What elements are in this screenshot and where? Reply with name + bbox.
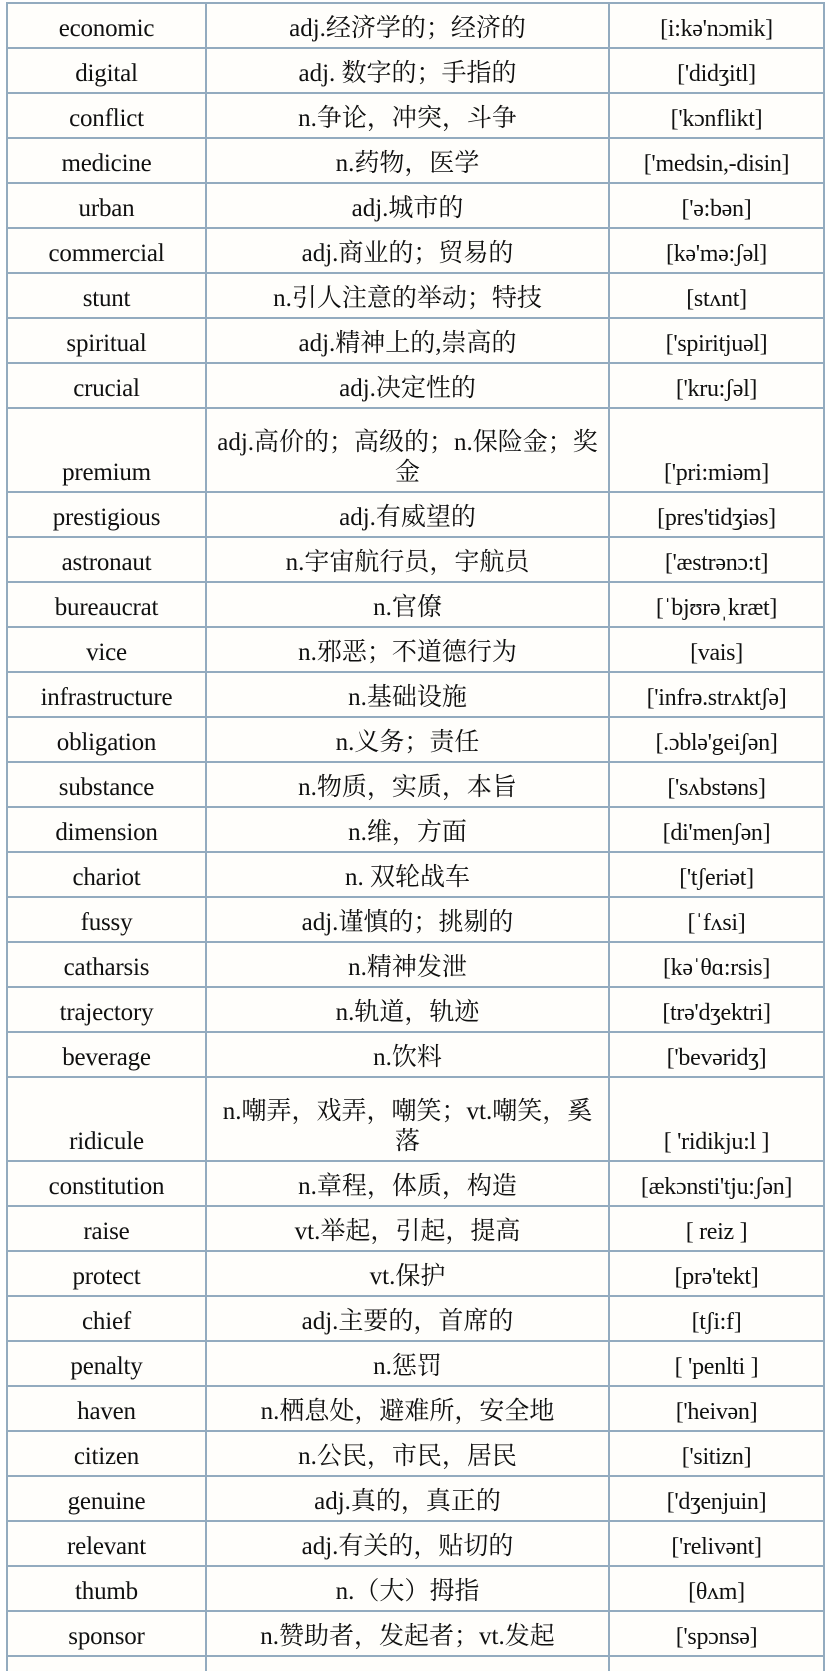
phonetic-cell: [vais] <box>609 627 824 672</box>
word-cell: substance <box>7 762 206 807</box>
word-cell: economic <box>7 3 206 48</box>
table-row <box>7 1611 824 1656</box>
word-cell: prestigious <box>7 492 206 537</box>
phonetic-cell: ['kru:ʃəl] <box>609 363 824 408</box>
meaning-cell: n.引人注意的举动；特技 <box>206 273 609 318</box>
word-cell: chief <box>7 1296 206 1341</box>
meaning-cell: n.惩罚 <box>206 1341 609 1386</box>
word-cell: thumb <box>7 1566 206 1611</box>
word-cell: ridicule <box>7 1077 206 1161</box>
phonetic-cell: ['kɔnflikt] <box>609 93 824 138</box>
word-cell: genuine <box>7 1476 206 1521</box>
meaning-cell: n.物质，实质，本旨 <box>206 762 609 807</box>
clipped-cell <box>206 1656 609 1671</box>
phonetic-cell: [prə'tekt] <box>609 1251 824 1296</box>
word-cell: bureaucrat <box>7 582 206 627</box>
meaning-cell: adj.有关的，贴切的 <box>206 1521 609 1566</box>
phonetic-cell: ['bevəridʒ] <box>609 1032 824 1077</box>
meaning-cell: adj.真的，真正的 <box>206 1476 609 1521</box>
vocabulary-table-body <box>7 3 824 1671</box>
table-row <box>7 627 824 672</box>
word-cell: digital <box>7 48 206 93</box>
table-row <box>7 48 824 93</box>
phonetic-cell: ['relivənt] <box>609 1521 824 1566</box>
phonetic-cell: [di'menʃən] <box>609 807 824 852</box>
meaning-cell: adj.经济学的；经济的 <box>206 3 609 48</box>
table-row <box>7 897 824 942</box>
phonetic-cell: [stʌnt] <box>609 273 824 318</box>
table-row <box>7 1251 824 1296</box>
table-row <box>7 273 824 318</box>
word-cell: protect <box>7 1251 206 1296</box>
meaning-cell: n.（大）拇指 <box>206 1566 609 1611</box>
meaning-cell: n. 双轮战车 <box>206 852 609 897</box>
phonetic-cell: ['dʒenjuin] <box>609 1476 824 1521</box>
phonetic-cell: [θʌm] <box>609 1566 824 1611</box>
phonetic-cell: [ 'ridikju:l ] <box>609 1077 824 1161</box>
phonetic-cell: [ˈfʌsi] <box>609 897 824 942</box>
meaning-cell: n.嘲弄，戏弄，嘲笑；vt.嘲笑，奚落 <box>206 1077 609 1161</box>
meaning-cell: n.宇宙航行员，宇航员 <box>206 537 609 582</box>
meaning-cell: n.饮料 <box>206 1032 609 1077</box>
word-cell: spiritual <box>7 318 206 363</box>
meaning-cell: adj.城市的 <box>206 183 609 228</box>
word-cell: relevant <box>7 1521 206 1566</box>
meaning-cell: n.维，方面 <box>206 807 609 852</box>
vocabulary-table <box>6 2 825 1671</box>
meaning-cell: adj.有威望的 <box>206 492 609 537</box>
phonetic-cell: ['sitizn] <box>609 1431 824 1476</box>
word-cell: constitution <box>7 1161 206 1206</box>
table-row <box>7 1206 824 1251</box>
table-row <box>7 1296 824 1341</box>
meaning-cell: n.轨道，轨迹 <box>206 987 609 1032</box>
word-cell: trajectory <box>7 987 206 1032</box>
meaning-cell: n.邪恶；不道德行为 <box>206 627 609 672</box>
phonetic-cell: ['tʃeriət] <box>609 852 824 897</box>
phonetic-cell: ['æstrənɔ:t] <box>609 537 824 582</box>
word-cell: commercial <box>7 228 206 273</box>
meaning-cell: adj.精神上的,崇高的 <box>206 318 609 363</box>
table-row <box>7 1077 824 1161</box>
meaning-cell: adj. 数字的；手指的 <box>206 48 609 93</box>
table-row <box>7 93 824 138</box>
meaning-cell: adj.谨慎的；挑剔的 <box>206 897 609 942</box>
meaning-cell: adj.高价的；高级的；n.保险金；奖金 <box>206 408 609 492</box>
phonetic-cell: ['ə:bən] <box>609 183 824 228</box>
phonetic-cell: [kəˈθɑ:rsis] <box>609 942 824 987</box>
word-cell: astronaut <box>7 537 206 582</box>
phonetic-cell: ['heivən] <box>609 1386 824 1431</box>
table-row <box>7 228 824 273</box>
phonetic-cell: [pres'tidʒiəs] <box>609 492 824 537</box>
table-row <box>7 183 824 228</box>
phonetic-cell: ['pri:miəm] <box>609 408 824 492</box>
phonetic-cell: ['spɔnsə] <box>609 1611 824 1656</box>
table-row <box>7 717 824 762</box>
phonetic-cell: ['medsin,-disin] <box>609 138 824 183</box>
table-row <box>7 408 824 492</box>
word-cell: catharsis <box>7 942 206 987</box>
table-row <box>7 318 824 363</box>
phonetic-cell: ['didʒitl] <box>609 48 824 93</box>
meaning-cell: n.官僚 <box>206 582 609 627</box>
clipped-cell <box>609 1656 824 1671</box>
meaning-cell: n.公民，市民，居民 <box>206 1431 609 1476</box>
phonetic-cell: ['sʌbstəns] <box>609 762 824 807</box>
word-cell: beverage <box>7 1032 206 1077</box>
meaning-cell: n.基础设施 <box>206 672 609 717</box>
phonetic-cell: [trə'dʒektri] <box>609 987 824 1032</box>
table-row <box>7 1386 824 1431</box>
word-cell: haven <box>7 1386 206 1431</box>
phonetic-cell: [kə'mə:ʃəl] <box>609 228 824 273</box>
meaning-cell: adj.主要的，首席的 <box>206 1296 609 1341</box>
clipped-cell <box>7 1656 206 1671</box>
table-row-clipped <box>7 1656 824 1671</box>
word-cell: fussy <box>7 897 206 942</box>
meaning-cell: n.赞助者，发起者；vt.发起 <box>206 1611 609 1656</box>
meaning-cell: n.章程，体质，构造 <box>206 1161 609 1206</box>
word-cell: medicine <box>7 138 206 183</box>
meaning-cell: n.义务；责任 <box>206 717 609 762</box>
word-cell: infrastructure <box>7 672 206 717</box>
meaning-cell: n.栖息处，避难所，安全地 <box>206 1386 609 1431</box>
word-cell: urban <box>7 183 206 228</box>
phonetic-cell: [i:kə'nɔmik] <box>609 3 824 48</box>
meaning-cell: vt.保护 <box>206 1251 609 1296</box>
table-row <box>7 852 824 897</box>
phonetic-cell: [.ɔblə'geiʃən] <box>609 717 824 762</box>
table-row <box>7 762 824 807</box>
word-cell: penalty <box>7 1341 206 1386</box>
table-row <box>7 492 824 537</box>
meaning-cell: adj.商业的；贸易的 <box>206 228 609 273</box>
word-cell: dimension <box>7 807 206 852</box>
word-cell: crucial <box>7 363 206 408</box>
table-row <box>7 582 824 627</box>
phonetic-cell: ['spiritjuəl] <box>609 318 824 363</box>
table-row <box>7 1566 824 1611</box>
word-cell: stunt <box>7 273 206 318</box>
table-row <box>7 1431 824 1476</box>
table-row <box>7 1341 824 1386</box>
phonetic-cell: [tʃi:f] <box>609 1296 824 1341</box>
word-cell: premium <box>7 408 206 492</box>
word-cell: vice <box>7 627 206 672</box>
table-row <box>7 3 824 48</box>
table-row <box>7 1521 824 1566</box>
phonetic-cell: [ˈbjʊrəˌkræt] <box>609 582 824 627</box>
table-row <box>7 807 824 852</box>
word-cell: raise <box>7 1206 206 1251</box>
word-cell: sponsor <box>7 1611 206 1656</box>
word-cell: citizen <box>7 1431 206 1476</box>
meaning-cell: adj.决定性的 <box>206 363 609 408</box>
word-cell: obligation <box>7 717 206 762</box>
phonetic-cell: [ reiz ] <box>609 1206 824 1251</box>
table-row <box>7 363 824 408</box>
table-row <box>7 1161 824 1206</box>
word-cell: conflict <box>7 93 206 138</box>
table-row <box>7 1476 824 1521</box>
meaning-cell: n.精神发泄 <box>206 942 609 987</box>
phonetic-cell: [ 'penlti ] <box>609 1341 824 1386</box>
table-row <box>7 942 824 987</box>
table-row <box>7 672 824 717</box>
table-row <box>7 1032 824 1077</box>
meaning-cell: vt.举起，引起，提高 <box>206 1206 609 1251</box>
meaning-cell: n.争论，冲突，斗争 <box>206 93 609 138</box>
meaning-cell: n.药物，医学 <box>206 138 609 183</box>
table-row <box>7 138 824 183</box>
table-row <box>7 987 824 1032</box>
phonetic-cell: ['infrə.strʌktʃə] <box>609 672 824 717</box>
phonetic-cell: [ækɔnsti'tju:ʃən] <box>609 1161 824 1206</box>
table-row <box>7 537 824 582</box>
word-cell: chariot <box>7 852 206 897</box>
